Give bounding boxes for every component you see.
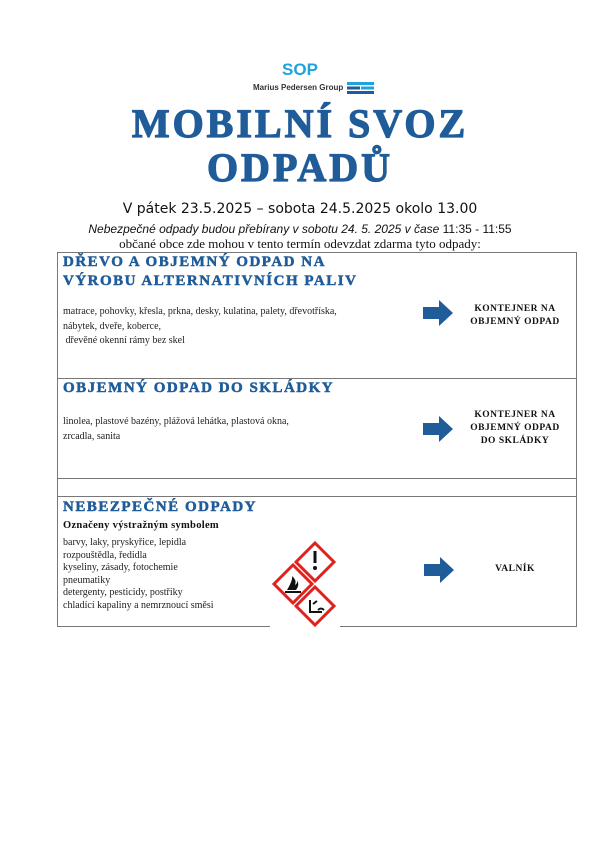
section-heading: NEBEZPEČNÉ ODPADY bbox=[63, 499, 257, 515]
section-destination: VALNÍK bbox=[495, 564, 535, 574]
title-line-2: ODPADŮ bbox=[206, 145, 394, 190]
section-heading: OBJEMNÝ ODPAD DO SKLÁDKY bbox=[63, 380, 335, 396]
section-subheading: Označeny výstražným symbolem bbox=[63, 520, 219, 531]
hazard-note-text: Nebezpečné odpady budou přebírany v sobotu 24. 5. 2025 v čase bbox=[88, 222, 440, 236]
hazard-symbols-icon bbox=[270, 540, 340, 632]
section-items: barvy, laky, pryskyřice, lepidla rozpouštědla, ředidla kyseliny, zásady, fotochemie pneumatiky detergenty, pesticidy, postřiky chladící kapaliny a nemrznoucí směsi bbox=[63, 537, 214, 611]
logo-group: Marius Pedersen Group bbox=[253, 83, 344, 92]
arrow-right-icon bbox=[423, 416, 453, 442]
section-items: matrace, pohovky, křesla, prkna, desky, kulatina, palety, dřevotříska, nábytek, dveře, koberce, dřevěné okenní rámy bez skel bbox=[63, 306, 337, 346]
date-line: V pátek 23.5.2025 – sobota 24.5.2025 okolo 13.00 bbox=[122, 201, 478, 217]
hazard-note bbox=[0, 222, 600, 236]
section-wood bbox=[57, 252, 577, 379]
arrow-right-icon bbox=[423, 300, 453, 326]
arrow-right-icon bbox=[424, 557, 454, 583]
section-heading: VÝROBU ALTERNATIVNÍCH PALIV bbox=[63, 273, 358, 289]
logo-brand: SOP bbox=[282, 60, 318, 79]
section-heading: DŘEVO A OBJEMNÝ ODPAD NA bbox=[63, 254, 326, 270]
intro-text: občané obce zde mohou v tento termín odevzdat zdarma tyto odpady: bbox=[119, 236, 481, 251]
title-line-1: MOBILNÍ SVOZ bbox=[131, 101, 469, 146]
section-items: linolea, plastové bazény, plážová lehátka, plastová okna, zrcadla, sanita bbox=[63, 416, 289, 442]
spacer-row bbox=[57, 478, 577, 497]
section-landfill bbox=[57, 378, 577, 479]
section-destination: KONTEJNER NA OBJEMNÝ ODPAD bbox=[470, 304, 560, 327]
logo-flag-icon bbox=[347, 82, 374, 94]
section-destination: KONTEJNER NA OBJEMNÝ ODPAD DO SKLÁDKY bbox=[470, 410, 560, 446]
hazard-note-time: 11:35 - 11:55 bbox=[439, 222, 512, 236]
